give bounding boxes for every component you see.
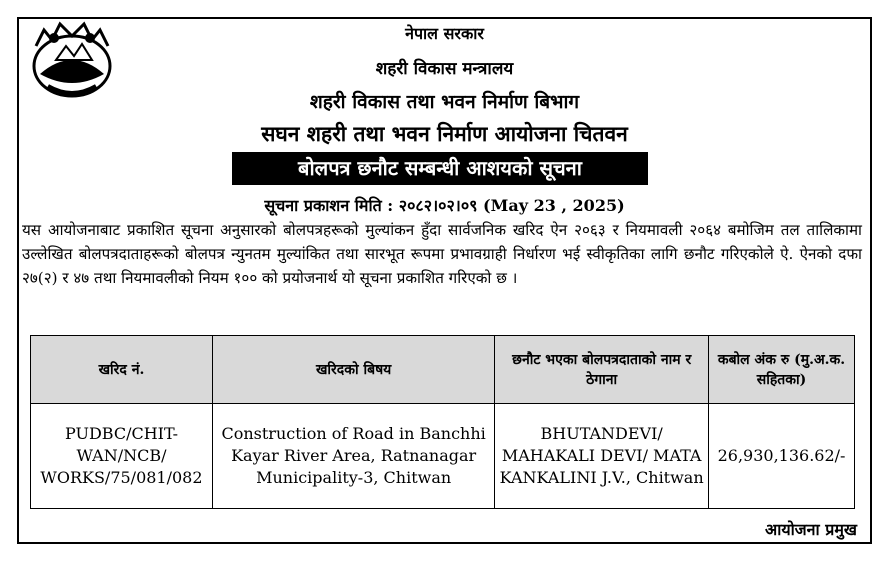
government-name: नेपाल सरकार (405, 24, 484, 43)
cell-amount: 26,930,136.62/- (709, 404, 855, 509)
bid-selection-table (30, 335, 855, 509)
publication-date-label: सूचना प्रकाशन मिति : (264, 196, 394, 215)
publication-date-value: २०८२।०२।०९ (May 23 , 2025) (398, 196, 625, 215)
table-row (31, 404, 855, 509)
department-name: शहरी विकास तथा भवन निर्माण बिभाग (309, 91, 580, 113)
cell-subject: Construction of Road in Banchhi Kayar River Area, Ratnanagar Municipality-3, Chitwan (212, 404, 494, 509)
table-header-row (31, 336, 855, 404)
publication-date-line (0, 194, 889, 216)
signatory: आयोजना प्रमुख (764, 520, 857, 539)
header-subject: खरिदको बिषय (212, 336, 494, 404)
header-amount: कबोल अंक रु (मु.अ.क. सहितका) (709, 336, 855, 404)
notice-body: यस आयोजनाबाट प्रकाशित सूचना अनुसारको बोलपत्रहरूको मुल्यांकन हुँदा सार्वजनिक खरिद ऐन २०६३ र नियमावली २०६४ बमोजिम तल तालिकामा उल्लेखित बोलपत्रदाताहरूको बोलपत्र न्युनतम मुल्यांकित तथा सारभूत रूपमा प्रभावग्राही निर्धारण भई स्वीकृतिका लागि छनौट गरिएकोले ऐ. ऐनको दफा २७(२) र ४७ तथा नियमावलीको नियम १०० को प्रयोजनार्थ यो सूचना प्रकाशित गरिएको छ । (22, 221, 862, 287)
header-procurement-no: खरिद नं. (31, 336, 213, 404)
header-bidder: छनौट भएका बोलपत्रदाताको नाम र ठेगाना (495, 336, 709, 404)
cell-bidder: BHUTANDEVI/ MAHAKALI DEVI/ MATA KANKALINI J.V., Chitwan (495, 404, 709, 509)
cell-procurement-no: PUDBC/CHIT-WAN/NCB/ WORKS/75/081/082 (31, 404, 213, 509)
ministry-name: शहरी विकास मन्त्रालय (375, 59, 514, 79)
project-name: सघन शहरी तथा भवन निर्माण आयोजना चितवन (261, 121, 628, 146)
notice-title: बोलपत्र छनौट सम्बन्धी आशयको सूचना (232, 152, 648, 185)
